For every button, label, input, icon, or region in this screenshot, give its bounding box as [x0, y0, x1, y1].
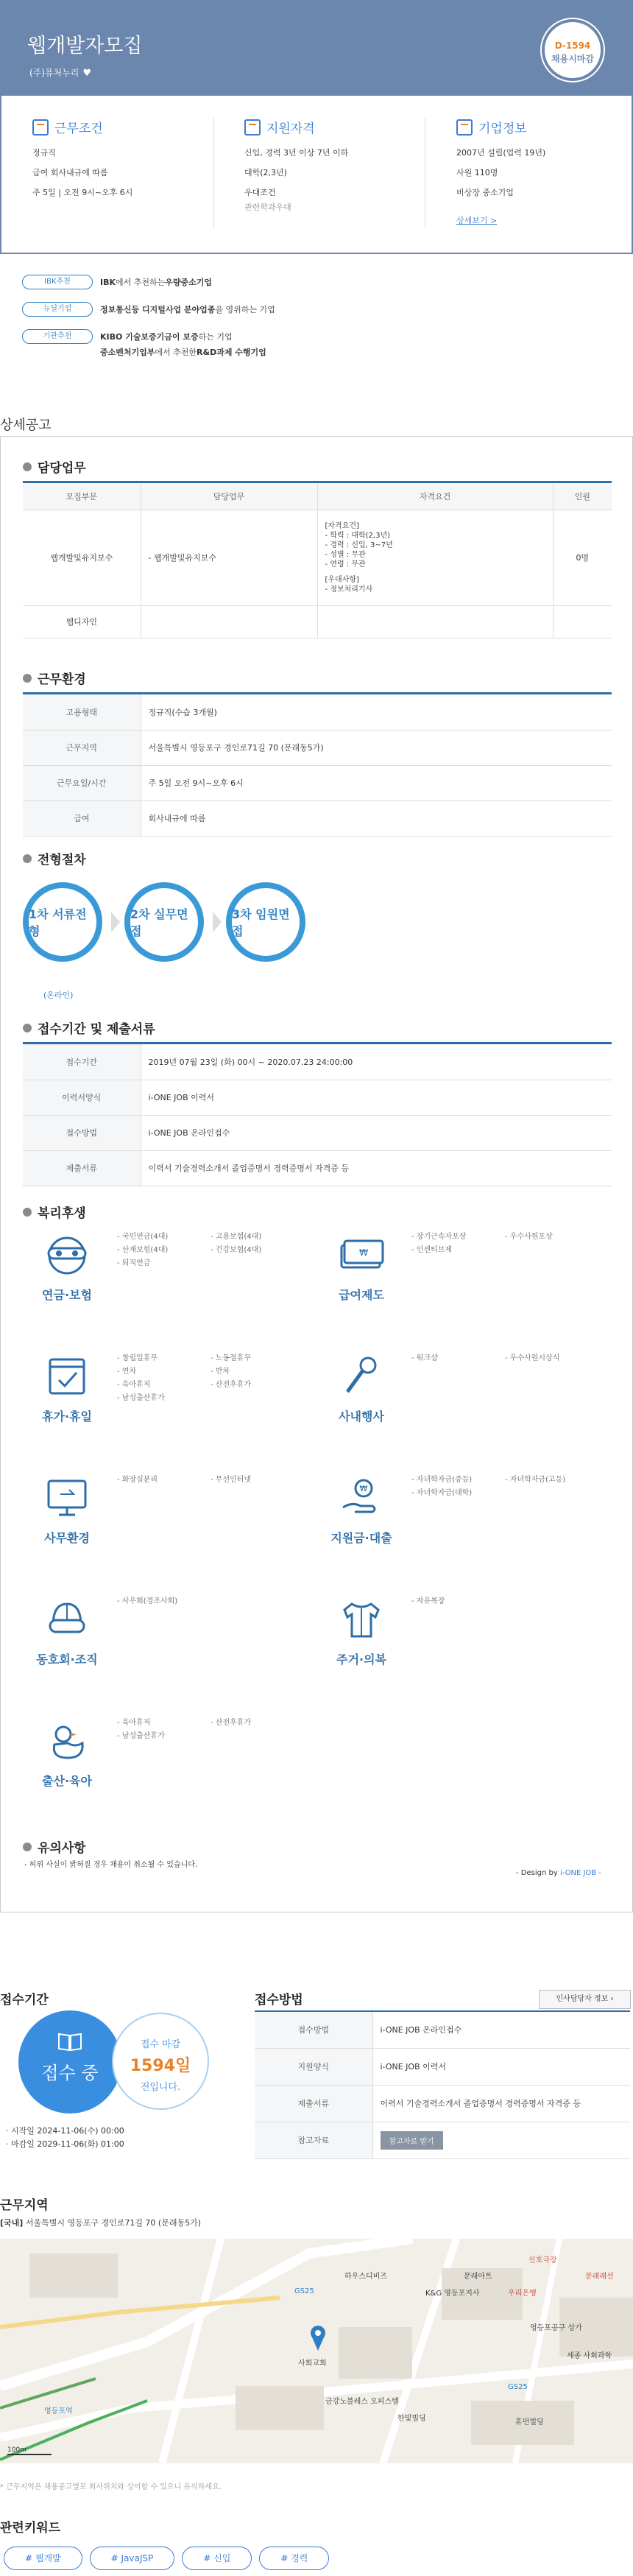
benefits-title: 복리후생: [38, 1206, 86, 1221]
qualification-pref-value: 관련학과우대: [244, 203, 291, 212]
table-row: [255, 2011, 630, 2048]
map-label: 휴먼빌딩: [515, 2418, 544, 2427]
apply-status-circle: [18, 2010, 121, 2114]
benefit-list: [505, 1352, 559, 1365]
req-item: - 연령 : 무관: [325, 560, 366, 569]
benefit-list: [117, 1352, 165, 1405]
dday-label: 채용시마감: [551, 54, 594, 64]
keyword-tag[interactable]: # 신입: [182, 2547, 252, 2570]
benefit-name: 급여제도: [339, 1288, 384, 1302]
benefit-club: [23, 1597, 111, 1667]
deadline-circle: [112, 2013, 209, 2110]
benefit-list: [117, 1595, 177, 1608]
req-item: - 학력 : 대학(2,3년): [325, 531, 391, 540]
qualification-column: [244, 118, 436, 221]
apply-period-title: 접수기간: [0, 1993, 49, 2007]
environment-heading: [23, 669, 86, 687]
row-key: 제출서류: [23, 1150, 141, 1186]
benefit-name: 사무환경: [44, 1531, 90, 1545]
benefit-list: [211, 1717, 251, 1730]
apply-status: 접수 중: [41, 2063, 99, 2083]
company-type: 비상장 중소기업: [456, 188, 514, 197]
benefit-salary: [317, 1232, 406, 1303]
dday-badge: [542, 19, 604, 81]
row-value: 이력서 기술경력소개서 졸업증명서 경력증명서 자격증 등: [372, 2085, 630, 2122]
contact-info-label: 인사담당자 정보: [556, 1995, 609, 2003]
design-credit: [516, 1869, 601, 1877]
qualification-career: 신입, 경력 3년 이상 7년 이하: [244, 148, 349, 158]
end-date: · 마감일 2029-11-06(화) 01:00: [6, 2139, 124, 2149]
reference-download-button[interactable]: 참고자료 받기: [381, 2131, 443, 2150]
microphone-icon: [336, 1354, 387, 1399]
company-name[interactable]: [29, 66, 91, 79]
benefit-item: - 산전후휴가: [211, 1381, 252, 1389]
col-header: 모집부문: [23, 483, 141, 510]
promo-bold: R&D과제 수행기업: [197, 348, 266, 357]
row-key: 접수방법: [23, 1115, 141, 1150]
row-value: i-ONE JOB 온라인접수: [372, 2011, 630, 2048]
process-title: 전형절차: [38, 853, 86, 868]
benefits-heading: [23, 1203, 86, 1221]
benefit-item: - 남성출산휴가: [117, 1732, 165, 1740]
company-link[interactable]: (주)퓨처누리: [29, 68, 79, 78]
map-label: K&G 영등포지사: [425, 2290, 480, 2298]
benefit-events: [317, 1354, 406, 1424]
table-row: [23, 730, 612, 765]
row-value: 2019년 07월 23일 (화) 00시 ~ 2020.07.23 24:00:00: [141, 1044, 612, 1080]
benefit-item: - 우수사원포상: [505, 1233, 553, 1241]
benefit-item: - 산전후휴가: [211, 1719, 252, 1727]
company-employees: 사원 110명: [456, 168, 498, 177]
benefit-item: - 자유복장: [411, 1597, 445, 1605]
row-value: 주 5일 오전 9시~오후 6시: [141, 765, 612, 800]
arrow-icon: [111, 912, 120, 932]
benefit-name: 연금·보험: [42, 1288, 92, 1302]
job-title: 웹개발자모집: [27, 35, 143, 57]
company-detail-link[interactable]: 상세보기 >: [456, 216, 498, 225]
map-label: 하우스디비즈: [344, 2273, 387, 2281]
company-founded: 2007년 설립(업력 19년): [456, 148, 546, 158]
shirt-icon: [336, 1597, 387, 1642]
document-icon: [244, 119, 261, 136]
cell-part: 웹디자인: [23, 605, 141, 638]
qualification-title: 지원자격: [266, 122, 315, 136]
building-icon: [456, 119, 473, 136]
benefit-item: - 산재보험(4대): [117, 1246, 169, 1254]
notes-heading: [23, 1837, 86, 1856]
condition-salary: 급여 회사내규에 따름: [32, 168, 108, 177]
benefit-item: - 반차: [211, 1368, 230, 1376]
map-label: 사회교회: [298, 2359, 327, 2368]
row-value: 이력서 기술경력소개서 졸업증명서 경력증명서 자격증 등: [141, 1150, 612, 1186]
svg-text:₩: ₩: [359, 1484, 368, 1493]
map-label: 영등포역: [44, 2407, 73, 2415]
table-row: [23, 800, 612, 836]
col-header: 담당업무: [141, 483, 317, 510]
calendar-check-icon: [41, 1354, 93, 1399]
benefit-list: [117, 1231, 168, 1270]
svg-text:₩: ₩: [359, 1247, 368, 1258]
map-scale: 100m: [7, 2446, 52, 2455]
benefit-name: 동호회·조직: [36, 1653, 98, 1667]
deadline-label: 접수 마감: [140, 2039, 181, 2050]
promo-bold: 중소벤처기업부: [100, 348, 155, 357]
arrow-icon: [213, 912, 222, 932]
bullet-icon: [23, 462, 32, 471]
benefit-list: [211, 1352, 251, 1392]
col-header: 인원: [553, 483, 612, 510]
benefit-item: - 장기근속자포상: [411, 1233, 467, 1241]
bullet-icon: [23, 854, 32, 863]
row-value: i-ONE JOB 이력서: [372, 2048, 630, 2085]
promo-text: 에서 추천하는: [116, 278, 166, 287]
benefit-list: [211, 1474, 251, 1487]
cell-requirements: [317, 605, 553, 638]
row-key: 지원양식: [255, 2048, 372, 2085]
map-label: 세종 사회과학: [567, 2352, 612, 2360]
row-value: i-ONE JOB 온라인접수: [141, 1115, 612, 1150]
design-brand: i-ONE JOB -: [559, 1869, 601, 1877]
benefit-pension: [23, 1232, 111, 1303]
promo-badge: 뉴딜기업: [22, 302, 93, 317]
benefit-name: 휴가·휴일: [42, 1410, 92, 1424]
process-note: (온라인): [43, 990, 74, 1000]
bullet-icon: [23, 1843, 32, 1851]
apply-method-table: [255, 2010, 630, 2159]
row-key: 근무요일/시간: [23, 765, 141, 800]
req-item: - 경력 : 신입, 3~7년: [325, 541, 393, 549]
benefit-name: 출산·육아: [42, 1774, 92, 1788]
conditions-column: [32, 118, 224, 206]
promo-bold: 정보통신등 디지털사업 분야업종: [100, 305, 216, 314]
bullet-icon: [23, 674, 32, 683]
map-label: 신호극장: [528, 2256, 557, 2264]
promo-badge: IBK추천: [22, 275, 93, 289]
row-value: 회사내규에 따름: [141, 800, 612, 836]
benefit-vacation: [23, 1354, 111, 1424]
benefit-item: - 육아휴직: [117, 1719, 151, 1727]
row-key: 급여: [23, 800, 141, 836]
location-region: [국내]: [0, 2218, 24, 2228]
row-key: 제출서류: [255, 2085, 372, 2122]
row-key: 근무지역: [23, 730, 141, 765]
benefit-item: - 노동절휴무: [211, 1354, 252, 1362]
benefit-list: [411, 1595, 445, 1608]
row-key: 이력서양식: [23, 1080, 141, 1115]
goggles-face-icon: [41, 1232, 93, 1278]
contact-info-button[interactable]: [539, 1990, 631, 2009]
benefit-support: [317, 1475, 406, 1546]
table-row: [255, 2085, 630, 2122]
table-row: [23, 605, 612, 638]
benefit-item: - 워크샵: [411, 1354, 438, 1362]
start-date: · 시작일 2024-11-06(수) 00:00: [6, 2126, 124, 2136]
benefit-childcare: [23, 1718, 111, 1789]
table-row: [23, 1115, 612, 1150]
condition-type: 정규직: [32, 148, 56, 158]
map-label: 우리은행: [508, 2290, 537, 2298]
benefit-list: [411, 1231, 466, 1257]
promo-badge: 기관추천: [22, 329, 93, 344]
cell-requirements: [317, 510, 553, 605]
book-icon: [57, 2031, 82, 2052]
keyword-tag[interactable]: # 웹개발: [4, 2547, 82, 2570]
benefit-name: 주거·의복: [336, 1653, 386, 1667]
benefit-item: - 국민연금(4대): [117, 1233, 169, 1241]
col-header: 자격요건: [317, 483, 553, 510]
detail-panel: [0, 436, 633, 1912]
table-row: [23, 1150, 612, 1186]
row-value: 정규직(수습 3개월): [141, 694, 612, 730]
pref-heading: [우대사항]: [325, 575, 359, 584]
promo-row: [22, 275, 212, 289]
benefit-item: - 창립일휴무: [117, 1354, 158, 1362]
apply-docs-title: 접수기간 및 제출서류: [38, 1022, 155, 1037]
company-info-title: 기업정보: [478, 122, 527, 136]
promo-row: [22, 329, 233, 344]
keyword-tags: [4, 2547, 336, 2570]
deadline-remaining: 전입니다.: [140, 2082, 181, 2093]
cell-count: [553, 605, 612, 638]
map-label: GS25: [508, 2383, 528, 2391]
location-address-line: [0, 2217, 201, 2228]
step-2: 2차 실무면접: [124, 882, 204, 962]
cash-bills-icon: [336, 1232, 387, 1278]
benefit-item: - 연차: [117, 1368, 137, 1376]
condition-hours: 주 5일 | 오전 9시~오후 6시: [32, 188, 133, 197]
notes-text: - 허위 사실이 밝혀질 경우 채용이 취소될 수 있습니다.: [24, 1861, 198, 1869]
heart-icon[interactable]: ♥: [82, 68, 91, 79]
promo-text: 하는 기업: [198, 332, 233, 342]
table-row: [23, 1080, 612, 1115]
benefit-item: - 퇴직연금: [117, 1259, 151, 1267]
hand-coin-icon: [336, 1475, 387, 1521]
row-key: 고용형태: [23, 694, 141, 730]
bullet-icon: [23, 1024, 32, 1032]
map-label: 금강노블레스 오피스텔: [325, 2398, 399, 2406]
cell-count: 0명: [553, 510, 612, 605]
table-row: [255, 2122, 630, 2158]
promo-text: 에서 추천한: [155, 348, 197, 357]
apply-docs-table: [23, 1044, 612, 1186]
summary-box: [0, 96, 633, 254]
benefit-list: [505, 1231, 553, 1244]
benefit-list: [117, 1474, 158, 1487]
benefit-list: [505, 1474, 565, 1487]
keywords-title: 관련키워드: [0, 2521, 61, 2535]
table-row: [255, 2048, 630, 2085]
process-heading: [23, 849, 86, 868]
qualification-pref: 우대조건: [244, 188, 276, 197]
chevron-right-icon: ›: [610, 1995, 614, 2003]
duck-icon: [41, 1718, 93, 1764]
benefit-list: [411, 1352, 438, 1365]
table-row: [23, 1044, 612, 1080]
bullet-icon: [23, 1208, 32, 1217]
design-by: - Design by: [516, 1869, 560, 1877]
promo-row: [100, 346, 266, 358]
step-1: 1차 서류전형: [23, 882, 102, 962]
ski-goggles-icon: [41, 1597, 93, 1642]
benefit-name: 사내행사: [339, 1410, 384, 1424]
duties-table: [23, 483, 612, 638]
location-address: 서울특별시 영등포구 경인로71길 70 (문래동5가): [25, 2218, 202, 2228]
location-map[interactable]: [0, 2239, 633, 2463]
apply-method-title: 접수방법: [255, 1993, 303, 2007]
promo-bold: 우량중소기업: [165, 278, 213, 287]
table-row: [23, 765, 612, 800]
benefit-name: 지원금·대출: [330, 1531, 392, 1545]
benefit-item: - 화장실분리: [117, 1476, 158, 1484]
benefit-list: [117, 1717, 165, 1743]
document-icon: [32, 119, 49, 136]
row-key: 접수기간: [23, 1044, 141, 1080]
location-title: 근무지역: [0, 2198, 49, 2213]
map-label: GS25: [294, 2287, 314, 2295]
company-info-column: [456, 118, 633, 234]
row-value: i-ONE JOB 이력서: [141, 1080, 612, 1115]
promo-bold: IBK: [100, 277, 116, 287]
apply-docs-heading: [23, 1018, 155, 1037]
environment-title: 근무환경: [38, 672, 86, 687]
row-key: 접수방법: [255, 2011, 372, 2048]
benefit-list: [211, 1231, 261, 1257]
notes-title: 유의사항: [38, 1841, 86, 1856]
benefit-item: - 자녀학자금(대학): [411, 1489, 473, 1497]
location-notice: * 근무지역은 채용공고별로 회사위치와 상이할 수 있으니 유의하세요.: [0, 2483, 222, 2491]
benefit-item: - 무선인터넷: [211, 1476, 252, 1484]
row-key: 참고자료: [255, 2122, 372, 2158]
promo-text: 을 영위하는 기업: [215, 305, 275, 314]
deadline-days: 1594일: [130, 2057, 191, 2075]
promo-row: [22, 302, 275, 317]
map-canvas: [0, 2239, 633, 2463]
dday-count: D-1594: [554, 41, 591, 51]
divider: [213, 118, 214, 228]
benefit-item: - 인센티브제: [411, 1246, 453, 1254]
conditions-title: 근무조건: [54, 122, 103, 136]
environment-table: [23, 694, 612, 837]
duties-heading: [23, 457, 86, 476]
benefit-housing: [317, 1597, 406, 1667]
map-label: 한빛빌딩: [397, 2415, 426, 2423]
table-row: [23, 510, 612, 605]
benefit-item: - 자녀학자금(중등): [411, 1476, 473, 1484]
benefit-item: - 자녀학자금(고등): [505, 1476, 566, 1484]
req-heading: [자격요건]: [325, 521, 359, 530]
benefit-item: - 건강보험(4대): [211, 1246, 262, 1254]
step-3: 3차 임원면접: [226, 882, 305, 962]
cell-duty: - 웹개발및유지보수: [141, 510, 317, 605]
benefit-list: [411, 1474, 472, 1500]
keyword-tag[interactable]: # 경력: [259, 2547, 329, 2570]
benefit-item: - 육아휴직: [117, 1381, 151, 1389]
promo-bold: KIBO 기술보증기금이 보증: [100, 332, 199, 342]
pref-item: - 정보처리기사: [325, 585, 373, 594]
benefit-item: - 사우회(경조사회): [117, 1597, 178, 1605]
benefit-office: [23, 1475, 111, 1546]
monitor-icon: [41, 1475, 93, 1521]
map-label: 영등포공구 상가: [530, 2324, 582, 2332]
row-value: 서울특별시 영등포구 경인로71길 70 (문래동5가): [141, 730, 612, 765]
benefit-item: - 남성출산휴가: [117, 1394, 165, 1402]
qualification-education: 대학(2,3년): [244, 168, 287, 177]
map-label: 문래래선: [585, 2273, 614, 2281]
benefit-item: - 우수사원시상식: [505, 1354, 560, 1362]
req-item: - 성별 : 무관: [325, 550, 366, 559]
cell-duty: [141, 605, 317, 638]
keyword-tag[interactable]: # JavaJSP: [90, 2547, 175, 2570]
detail-heading: 상세공고: [0, 418, 52, 433]
map-label: 문래아트: [464, 2273, 492, 2281]
benefit-item: - 고용보험(4대): [211, 1233, 262, 1241]
cell-part: 웹개발및유지보수: [23, 510, 141, 605]
table-row: [23, 694, 612, 730]
duties-title: 담당업무: [38, 461, 86, 476]
